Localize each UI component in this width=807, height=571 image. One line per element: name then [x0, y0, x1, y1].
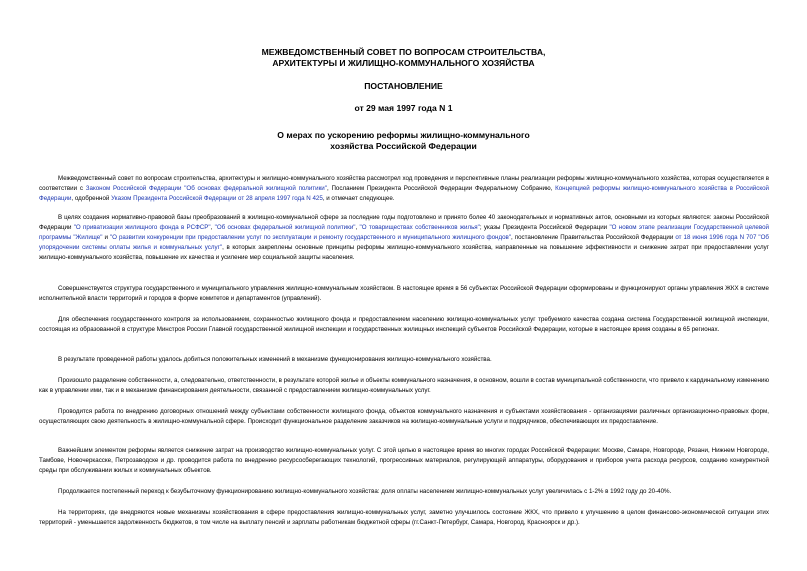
- p1-text-4: , и отмечает следующее.: [322, 195, 395, 202]
- p7-text: Проводится работа по внедрению договорных отношений между субъектами собственности жилищного фонда, объектов коммунального назначения и субъектами хозяйствования - организациями различных организационно-правовых форм, осуществляющих свою деятельность в жилищно-коммунальной сфере. Происходит функциональное разделение заказчиков на жилищно-коммунальные услуги и подрядчиков, обеспечивающих их предоставление.: [39, 408, 769, 425]
- paragraph-4: [39, 315, 769, 335]
- p8-text: Важнейшим элементом реформы является снижение затрат на производство жилищно-коммунальных услуг. С этой целью в настоящее время во многих городах Российской Федерации: Москве, Самаре, Новгороде, Рязани, Нижнем Новгороде, Тамбове, Новочеркасске, Петрозаводске и др. проводится работа по внедрению ресурсосберегающих технологий, прогрессивных материалов, регулирующей аппаратуры, оборудования и приборов учета расхода ресурсов, созданию конкурентной среды при обслуживании жилых и коммунальных объектов.: [39, 447, 769, 474]
- council-name-line-2: АРХИТЕКТУРЫ И ЖИЛИЩНО-КОММУНАЛЬНОГО ХОЗЯЙСТВА: [272, 58, 535, 68]
- link-competition-decree[interactable]: "О развитии конкуренции при предоставлении услуг по эксплуатации и ремонту государственного и муниципального жилищного фондов": [109, 234, 512, 241]
- council-name-line-1: МЕЖВЕДОМСТВЕННЫЙ СОВЕТ ПО ВОПРОСАМ СТРОИТЕЛЬСТВА,: [261, 47, 546, 57]
- p2-text-1: В целях создания нормативно-правовой базы преобразований в жилищно-коммунальной сфере за последние годы подготовлено и принято более 40 законодательных и нормативных актов, основными из которых являются: законы Российской Федерации: [39, 214, 769, 231]
- document-date-number: от 29 мая 1997 года N 1: [354, 103, 453, 113]
- p3-text: Совершенствуется структура государственного и муниципального управления жилищно-коммунальным хозяйством. В настоящее время в 56 субъектах Российской Федерации сформированы и функционируют органы управления ЖКХ в системе исполнительной власти территорий и городов в форме комитетов и департаментов (управлений).: [39, 285, 769, 302]
- p2-text-7: , в которых закреплены основные принципы реформы жилищно-коммунального хозяйства, направленные на повышение эффективности и снижение затрат при предоставлении услуг жилищно-коммунального хозяйства, повышение их качества и усиление мер социальной защиты населения.: [39, 244, 770, 261]
- link-resolution-707[interactable]: от 18 июня 1996 года N 707 "Об упорядочении системы оплаты жилья и коммунальных услуг": [39, 234, 769, 251]
- link-privatization-law[interactable]: "О приватизации жилищного фонда в РСФСР": [73, 224, 211, 231]
- paragraph-3: [39, 284, 769, 304]
- document-title-line-2: хозяйства Российской Федерации: [330, 141, 477, 151]
- document-type: ПОСТАНОВЛЕНИЕ: [364, 81, 443, 91]
- paragraph-6: [39, 376, 769, 396]
- paragraph-5: [39, 355, 769, 365]
- p5-text: В результате проведенной работы удалось добиться положительных изменений в механизме функционирования жилищно-коммунального хозяйства.: [58, 356, 492, 363]
- document-title-line-1: О мерах по ускорению реформы жилищно-коммунального: [277, 130, 530, 140]
- p6-text: Произошло разделение собственности, а, следовательно, ответственности, в результате которой жилье и объекты коммунального назначения, в основном, вошли в состав муниципальной собственности, что привело к кардинальному изменению как в управлении ими, так и в механизме финансирования деятельности, связанной с предоставлением жилищно-коммунальных услуг.: [39, 377, 769, 394]
- p10-text: На территориях, где внедряются новые механизмы хозяйствования в сфере предоставления жилищно-коммунальных услуг, заметно улучшилось состояние ЖКХ, что привело к улучшению в целом финансово-экономической ситуации этих территорий - уменьшается задолженность бюджетов, в том числе на выплату пенсий и зарплаты работникам бюджетной сферы (гг.Санкт-Петербург, Самара, Новгород, Красноярск и др.).: [39, 509, 769, 526]
- p4-text: Для обеспечения государственного контроля за использованием, сохранностью жилищного фонда и предоставлением населению жилищно-коммунальных услуг требуемого качества создана система Государственной жилищной инспекции, состоящая из образованной в структуре Минстроя России Главной государственной жилищной инспекции и государственных жилищных инспекций субъектов Российской Федерации, которые в настоящее время созданы в 65 регионах.: [39, 316, 769, 333]
- p9-text: Продолжается постепенный переход к безубыточному функционированию жилищно-коммунального хозяйства: доля оплаты населением жилищно-коммунальных услуг увеличилась с 1-2% в 1992 году до 20-40%.: [58, 488, 672, 495]
- link-housing-policy-basics[interactable]: "Об основах федеральной жилищной политики": [214, 224, 356, 231]
- p2-text-6: , постановление Правительства Российской Федерации: [511, 234, 676, 241]
- p1-text-1: Межведомственный совет по вопросам строительства, архитектуры и жилищно-коммунального хозяйства рассмотрел ход проведения и перспективные планы реализации реформы жилищно-коммунального хозяйства, которая осуществляется в соответствии с: [39, 175, 769, 192]
- paragraph-9: [39, 487, 769, 497]
- paragraph-8: [39, 446, 769, 476]
- p2-text-5: и: [102, 234, 110, 241]
- link-housing-policy-law[interactable]: Законом Российской Федерации "Об основах федеральной жилищной политики": [85, 185, 327, 192]
- link-homeowners-law[interactable]: "О товариществах собственников жилья": [359, 224, 480, 231]
- paragraph-1: [39, 174, 769, 204]
- link-zhilische-decree[interactable]: "О новом этапе реализации Государственной целевой программы "Жилище": [39, 224, 769, 241]
- paragraph-2: [39, 213, 769, 263]
- p2-text-4: ; указы Президента Российской Федерации: [479, 224, 610, 231]
- p1-text-2: , Посланием Президента Российской Федерации Федеральному Собранию,: [326, 185, 556, 192]
- link-reform-concept[interactable]: Концепцией реформы жилищно-коммунального хозяйства в Российской Федерации: [39, 185, 770, 202]
- link-decree-425[interactable]: Указом Президента Российской Федерации от 28 апреля 1997 года N 425: [111, 195, 323, 202]
- p1-text-3: , одобренной: [71, 195, 112, 202]
- p2-text-2: ,: [210, 224, 215, 231]
- paragraph-7: [39, 407, 769, 427]
- p2-text-3: ,: [355, 224, 360, 231]
- paragraph-10: [39, 508, 769, 528]
